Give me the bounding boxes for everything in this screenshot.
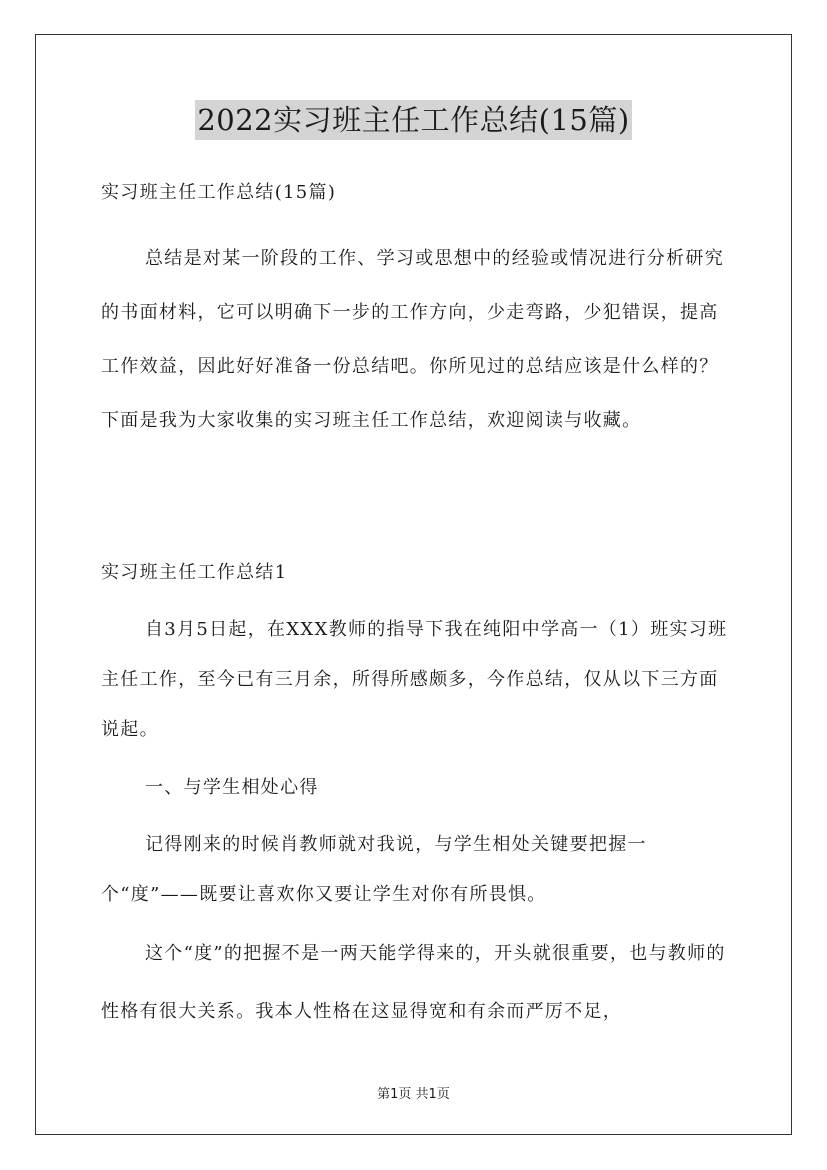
document-title: 2022实习班主任工作总结(15篇) bbox=[195, 100, 631, 140]
page-footer: 第1页 共1页 bbox=[377, 1087, 450, 1102]
section-heading: 实习班主任工作总结1 bbox=[101, 562, 288, 583]
body-paragraph-4: 这个“度”的把握不是一两天能学得来的，开头就很重要，也与教师的性格有很大关系。我本人性格在这显得宽和有余而严厉不足， bbox=[101, 943, 726, 1022]
body-paragraph-3: 记得刚来的时候肖教师就对我说，与学生相处关键要把握一个“度”——既要让喜欢你又要让学生对你有所畏惧。 bbox=[101, 834, 647, 905]
section-paragraph: 自3月5日起，在XXX教师的指导下我在纯阳中学高一（1）班实习班主任工作，至今已有三月余，所得所感颇多，今作总结，仅从以下三方面说起。 bbox=[101, 619, 728, 740]
title-container bbox=[0, 100, 827, 140]
sub-heading: 一、与学生相处心得 bbox=[145, 777, 319, 798]
intro-paragraph: 总结是对某一阶段的工作、学习或思想中的经验或情况进行分析研究的书面材料，它可以明确下一步的工作方向，少走弯路，少犯错误，提高工作效益，因此好好准备一份总结吧。你所见过的总结应该是什么样的？下面是我为大家收集的实习班主任工作总结，欢迎阅读与收藏。 bbox=[101, 248, 724, 431]
document-subtitle: 实习班主任工作总结(15篇) bbox=[101, 182, 337, 203]
